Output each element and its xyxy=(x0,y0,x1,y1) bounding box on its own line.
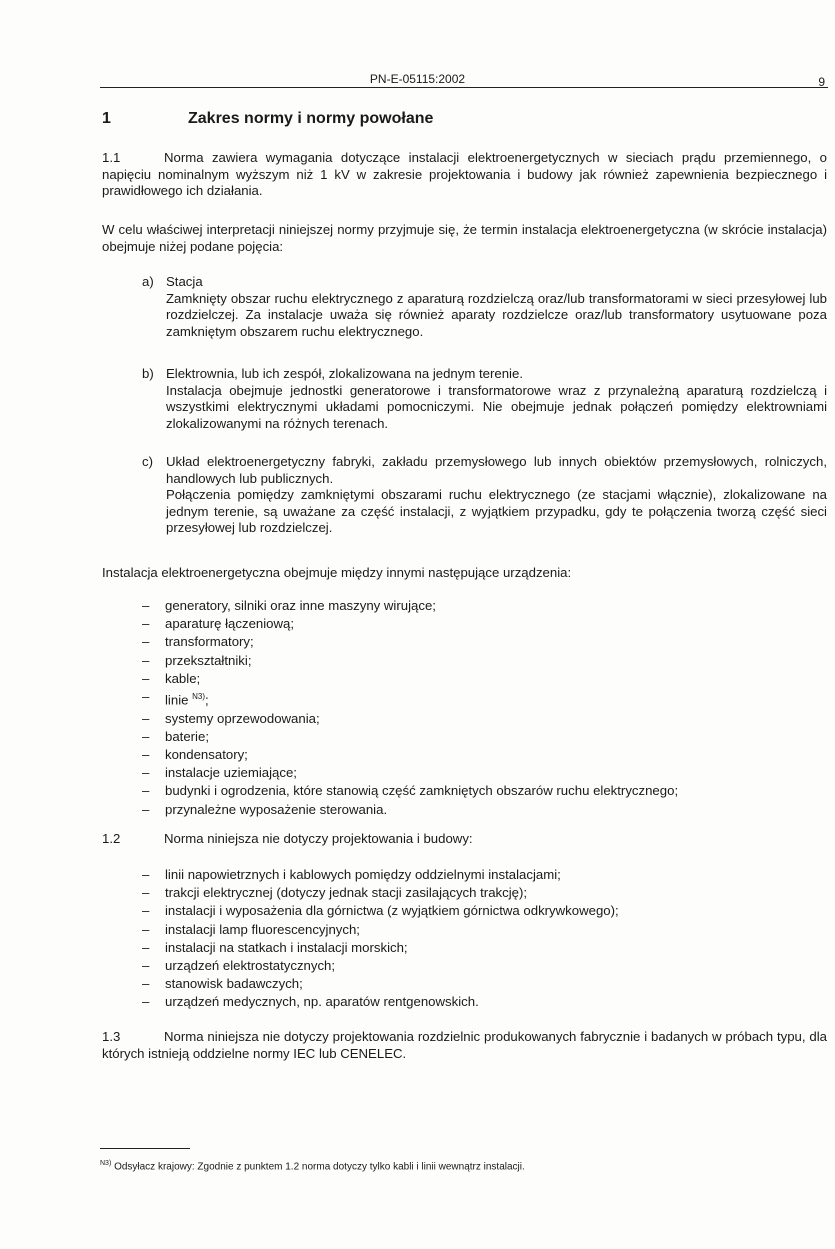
devices-list xyxy=(142,597,678,819)
dash-marker: – xyxy=(142,903,150,919)
dash-marker: – xyxy=(142,747,150,763)
item-title: Układ elektroenergetyczny fabryki, zakładu przemysłowego lub innych obiektów przemysłowych, rolniczych, handlowych lub publicznych. xyxy=(166,454,827,486)
page-number: 9 xyxy=(818,75,825,89)
list-item: – urządzeń elektrostatycznych; xyxy=(142,957,619,975)
clause-text: Norma niniejsza nie dotyczy projektowania rozdzielnic produkowanych fabrycznie i badanych w próbach typu, dla których istnieją oddzielne normy IEC lub CENELEC. xyxy=(102,1029,827,1061)
list-item: – generatory, silniki oraz inne maszyny wirujące; xyxy=(142,597,678,615)
exclusions-list xyxy=(142,866,619,1012)
list-item: – systemy oprzewodowania; xyxy=(142,710,678,728)
dash-marker: – xyxy=(142,728,150,744)
dash-marker: – xyxy=(142,867,150,882)
list-item: – budynki i ogrodzenia, które stanowią część zamkniętych obszarów ruchu elektrycznego; xyxy=(142,782,678,800)
clause-1-1 xyxy=(102,150,827,200)
item-marker: b) xyxy=(142,366,154,381)
section-title: Zakres normy i normy powołane xyxy=(188,110,434,127)
clause-number: 1.1 xyxy=(102,150,121,165)
dash-marker: – xyxy=(142,976,150,992)
dash-marker: – xyxy=(142,634,150,650)
dash-marker: – xyxy=(142,616,150,632)
list-item: – baterie; xyxy=(142,728,678,746)
dash-marker: – xyxy=(142,921,150,937)
dash-marker: – xyxy=(142,710,150,726)
section-number: 1 xyxy=(102,110,111,127)
dash-marker: – xyxy=(142,670,150,686)
definition-b xyxy=(142,366,827,432)
dash-marker: – xyxy=(142,783,150,799)
list-item: – linii napowietrznych i kablowych pomiędzy oddzielnymi instalacjami; xyxy=(142,866,619,884)
list-item: – aparaturę łączeniową; xyxy=(142,615,678,633)
list-item: – kable; xyxy=(142,670,678,688)
clause-1-2-number: 1.2 xyxy=(102,831,121,846)
item-text: Połączenia pomiędzy zamkniętymi obszarami ruchu elektrycznego (ze stacjami włącznie), zlokalizowane na jednym terenie, są uważane za część instalacji, z wyjątkiem przypadku, gdy te połączenia tworzą część sieci przesyłowej lub rozdzielczej. xyxy=(166,487,827,535)
intro-paragraph: W celu właściwej interpretacji niniejszej normy przyjmuje się, że termin instalacja elektroenergetyczna (w skrócie instalacja) obejmuje niżej podane pojęcia: xyxy=(102,222,827,254)
footnote-text: Odsyłacz krajowy: Zgodnie z punktem 1.2 norma dotyczy tylko kabli i linii wewnątrz instalacji. xyxy=(114,1161,525,1173)
clause-1-3 xyxy=(102,1029,827,1062)
dash-marker: – xyxy=(142,939,150,955)
list-item: – kondensatory; xyxy=(142,746,678,764)
header-divider xyxy=(100,87,828,88)
list-item: – instalacji i wyposażenia dla górnictwa (z wyjątkiem górnictwa odkrywkowego); xyxy=(142,902,619,920)
dash-marker: – xyxy=(142,801,150,817)
footnote xyxy=(100,1160,525,1172)
definition-c xyxy=(142,454,827,537)
list-item: – przekształtniki; xyxy=(142,652,678,670)
dash-marker: – xyxy=(142,598,150,613)
list-item: – stanowisk badawczych; xyxy=(142,975,619,993)
list-item: – transformatory; xyxy=(142,633,678,651)
standard-number: PN-E-05115:2002 xyxy=(369,72,466,86)
clause-1-2-text: Norma niniejsza nie dotyczy projektowania i budowy: xyxy=(164,831,473,846)
item-title: Elektrownia, lub ich zespół, zlokalizowana na jednym terenie. xyxy=(166,366,523,381)
item-marker: c) xyxy=(142,454,153,469)
dash-marker: – xyxy=(142,689,150,705)
list-item: – trakcji elektrycznej (dotyczy jednak stacji zasilających trakcję); xyxy=(142,884,619,902)
devices-intro: Instalacja elektroenergetyczna obejmuje między innymi następujące urządzenia: xyxy=(102,565,572,580)
list-item: – urządzeń medycznych, np. aparatów rentgenowskich. xyxy=(142,993,619,1011)
item-text: Instalacja obejmuje jednostki generatorowe i transformatorowe wraz z przynależną aparaturą rozdzielczą i wszystkimi elektrycznymi układami pomocniczymi. Nie obejmuje jednak połączeń pomiędzy elektrowniami zlokalizowanymi na różnych terenach. xyxy=(166,382,827,431)
dash-marker: – xyxy=(142,994,150,1010)
item-title: Stacja xyxy=(166,274,203,289)
item-marker: a) xyxy=(142,274,154,289)
clause-text: Norma zawiera wymagania dotyczące instalacji elektroenergetycznych w sieciach prądu przemiennego, o napięciu nominalnym wyższym niż 1 kV w zakresie projektowania i budowy jak również zapewnienia bezpiecznego i prawidłowego ich działania. xyxy=(102,150,827,198)
list-item: – przynależne wyposażenie sterowania. xyxy=(142,801,678,819)
list-item: – linie $^{N3)}$; xyxy=(142,689,209,708)
dash-marker: – xyxy=(142,765,150,781)
item-text: Zamknięty obszar ruchu elektrycznego z aparaturą rozdzielczą oraz/lub transformatorami w sieci przesyłowej lub rozdzielczej. Za instalacje uważa się również aparaty rozdzielcze oraz/lub transformatory usytuowane poza zamkniętym obszarem ruchu elektrycznego. xyxy=(166,290,827,339)
list-item: – instalacje uziemiające; xyxy=(142,764,678,782)
footnote-reference: N3) xyxy=(192,692,206,702)
list-item: – instalacji lamp fluorescencyjnych; xyxy=(142,921,619,939)
dash-marker: – xyxy=(142,958,150,974)
dash-marker: – xyxy=(142,652,150,668)
clause-number: 1.3 xyxy=(102,1029,121,1044)
list-item: – instalacji na statkach i instalacji morskich; xyxy=(142,939,619,957)
footnote-divider xyxy=(100,1148,190,1149)
footnote-mark: N3) xyxy=(100,1160,112,1167)
definition-a xyxy=(142,274,827,340)
dash-marker: – xyxy=(142,885,150,901)
